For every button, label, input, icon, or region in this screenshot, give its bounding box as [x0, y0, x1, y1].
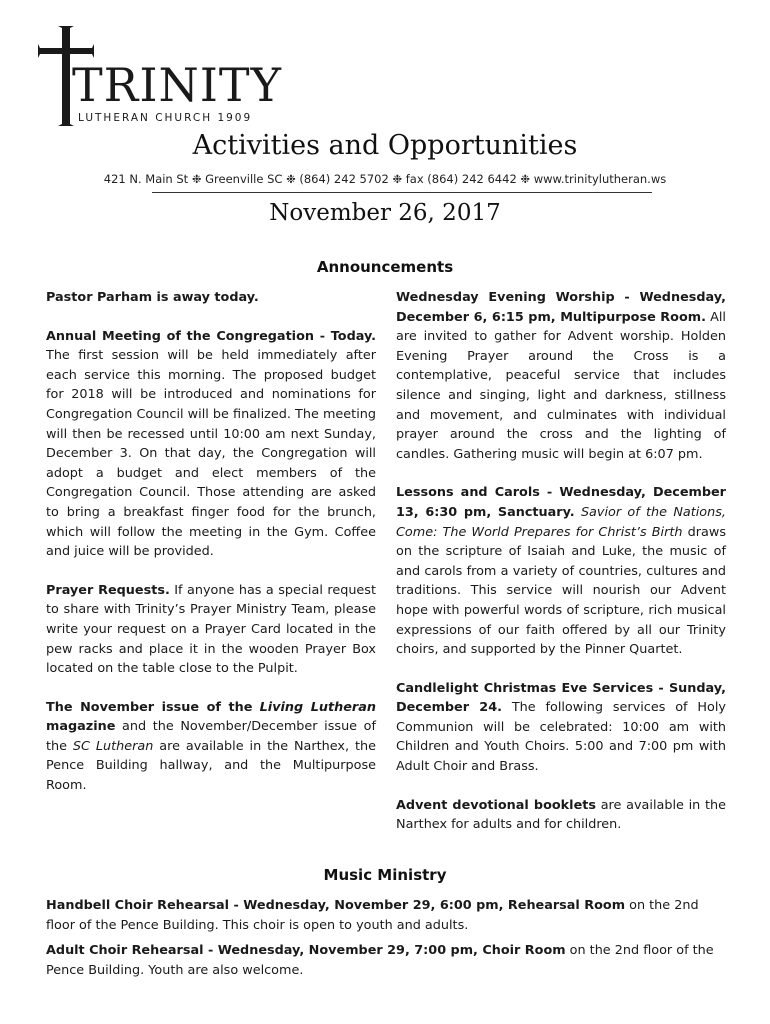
annual-meeting-item — [46, 327, 376, 562]
lessons-carols-item — [396, 483, 726, 659]
adult-choir-item — [46, 941, 726, 980]
magazine-item: The November issue of the Living Lutheran magazine and the November/December issue of the SC Lutheran are available in the Narthex, the Pence Building hallway, and the Multipurpose Room. — [46, 699, 376, 794]
annual-meeting-body: The first session will be held immediately after each service this morning. The proposed budget for 2018 will be introduced and nominations for Congregation Council will be finalized. The meeting will then be recessed until 10:00 am next Sunday, December 3. On that day, the Congregation will adopt a budget and elect members of the Congregation Council. Those attending are asked to bring a breakfast finger food for the brunch, which will follow the meeting in the Gym. Coffee and juice will be provided. — [46, 348, 376, 560]
church-logo — [38, 26, 282, 126]
logo-wordmark: TRINITY — [72, 58, 282, 112]
music-ministry-list — [46, 896, 726, 980]
handbell-title: Handbell Choir Rehearsal - Wednesday, November 29, 6:00 pm, Rehearsal Room — [46, 898, 626, 913]
lessons-carols-title: Lessons and Carols - Wednesday, December 13, 6:30 pm, Sanctuary. — [396, 485, 726, 520]
wednesday-worship-item — [396, 288, 726, 464]
announcements-right-column — [396, 288, 726, 854]
prayer-requests-item — [46, 581, 376, 679]
bulletin-date: November 26, 2017 — [269, 200, 501, 226]
prayer-requests-body: If anyone has a special request to share with Trinity’s Prayer Ministry Team, please write your request on a Prayer Card located in the pew racks and place it in the wooden Prayer Box located on the table close to the Pulpit. — [46, 582, 376, 677]
advent-booklets-title: Advent devotional booklets — [396, 797, 596, 813]
advent-booklets-body: are available in the Narthex for adults and for children. — [396, 797, 726, 833]
music-ministry-heading: Music Ministry — [323, 866, 447, 884]
page-title: Activities and Opportunities — [192, 130, 578, 161]
header-divider — [152, 192, 652, 193]
announcements-left-column — [46, 288, 376, 815]
christmas-eve-title: Candlelight Christmas Eve Services - Sunday, December 24. — [396, 680, 726, 716]
prayer-requests-title: Prayer Requests. — [46, 582, 170, 598]
advent-booklets-item — [396, 796, 726, 835]
adult-choir-title: Adult Choir Rehearsal - Wednesday, November 29, 7:00 pm, Choir Room — [46, 943, 566, 959]
announcements-heading: Announcements — [316, 258, 454, 276]
logo-subtitle: LUTHERAN CHURCH 1909 — [78, 112, 253, 124]
christmas-eve-item — [396, 679, 726, 777]
contact-line: 421 N. Main St ❉ Greenville SC ❉ (864) 242 5702 ❉ fax (864) 242 6442 ❉ www.trinitylutheran.ws — [103, 172, 667, 186]
adult-choir-body: on the 2nd floor of the Pence Building. Youth are also welcome. — [46, 943, 714, 978]
pastor-notice: Pastor Parham is away today. — [46, 290, 259, 305]
lessons-carols-work: Savior of the Nations, Come: The World Prepares for Christ’s Birth — [396, 504, 726, 540]
lessons-carols-body: draws on the scripture of Isaiah and Luke, the music of and carols from a variety of countries, cultures and traditions. This service will nourish our Advent hope with powerful words of scripture, rich musical expressions of our faith offered by all our Trinity choirs, and supported by the Pinner Quartet. — [396, 524, 726, 658]
annual-meeting-title: Annual Meeting of the Congregation - Today. — [46, 328, 376, 344]
handbell-body: on the 2nd floor of the Pence Building. This choir is open to youth and adults. — [46, 898, 699, 933]
wednesday-worship-body: All are invited to gather for Advent worship. Holden Evening Prayer around the Cross is a contemplative, peaceful service that includes silence and singing, light and darkness, stillness and movement, and culminates with individual prayer around the cross and the lighting of candles. Gathering music will begin at 6:07 pm. — [396, 309, 726, 462]
handbell-rehearsal-item — [46, 896, 726, 935]
christmas-eve-body: The following services of Holy Communion will be celebrated: 10:00 am with Children and Youth Choirs. 5:00 and 7:00 pm with Adult Choir and Brass. — [396, 700, 726, 775]
wednesday-worship-title: Wednesday Evening Worship - Wednesday, December 6, 6:15 pm, Multipurpose Room. — [396, 290, 726, 325]
